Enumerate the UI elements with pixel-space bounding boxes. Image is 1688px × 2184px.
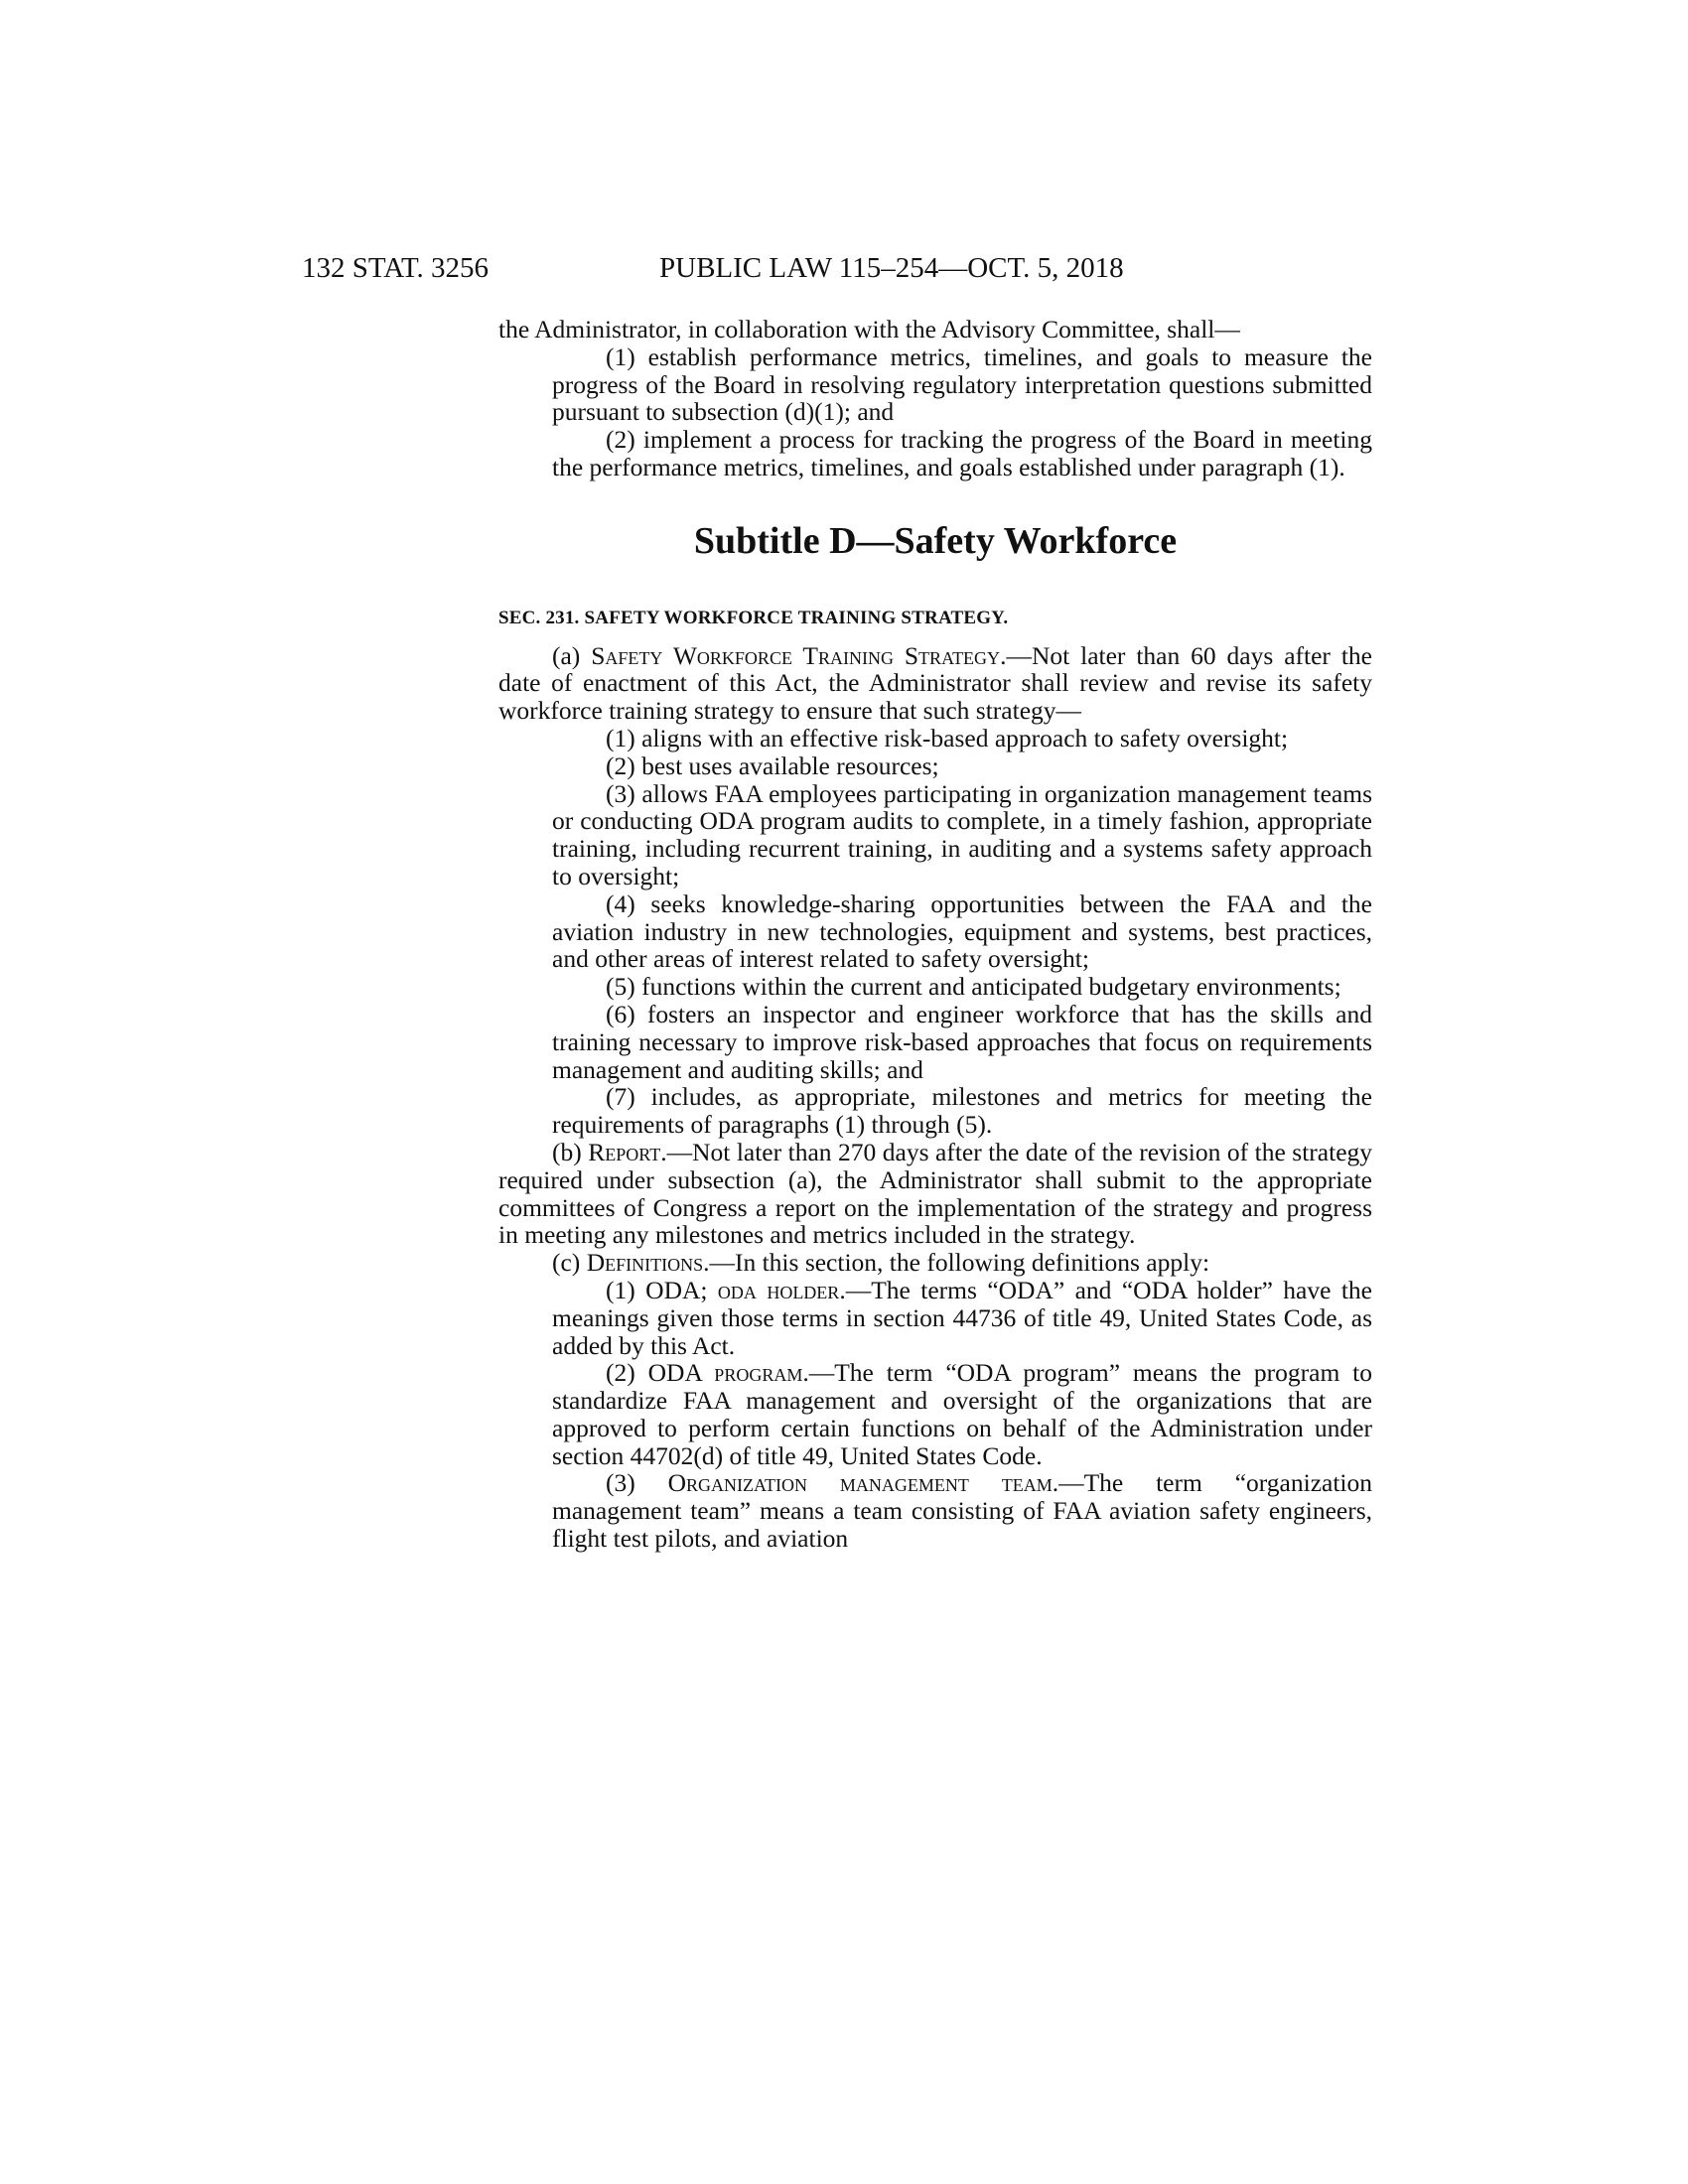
subsection-a-label: (a) (552, 640, 592, 670)
definition-2-label: (2) (606, 1358, 648, 1388)
subsection-a-item-6: (6) fosters an inspector and engineer workforce that has the skills and training necessary to improve risk-based approaches that focus on requirements management and auditing skills; and (552, 999, 1372, 1084)
intro-item-1: (1) establish performance metrics, timelines, and goals to measure the progress of the Board in resolving regulatory interpretation questions submitted pursuant to subsection (d)(1); and (552, 341, 1372, 427)
definition-3 (498, 1469, 1372, 1552)
definition-2 (498, 1359, 1372, 1469)
subtitle-heading: Subtitle D—Safety Workforce (693, 519, 1178, 562)
subsection-a-item-2: (2) best uses available resources; (606, 751, 939, 780)
subsection-a-item-5: (5) functions within the current and anticipated budgetary environments; (606, 972, 1341, 1002)
subsection-b (498, 1139, 1372, 1249)
public-law-citation: PUBLIC LAW 115–254—OCT. 5, 2018 (659, 252, 1124, 284)
definition-3-heading: Organization management team (667, 1468, 1053, 1498)
definition-3-label: (3) (606, 1468, 668, 1498)
stat-citation: 132 STAT. 3256 (302, 252, 490, 284)
subsection-a-item-3: (3) allows FAA employees participating in organization management teams or conducting ODA program audits to complete, in a timely fashion, appropriate training, including recurrent training, in auditing and a systems safety approach to oversight; (552, 778, 1372, 890)
definition-2-text: .—The term “ODA program” means the program to standardize FAA management and oversight of the organizations that are approved to perform certain functions on behalf of the Administration under section 44702(d) of title 49, United States Code. (552, 1358, 1372, 1470)
subsection-b-heading: Report (588, 1137, 661, 1166)
subsection-a-item-7: (7) includes, as appropriate, milestones and metrics for meeting the requirements of paragraphs (1) through (5). (552, 1082, 1372, 1140)
intro-paragraph: the Administrator, in collaboration with the Advisory Committee, shall— (498, 315, 1240, 343)
definition-2-heading: ODA program (647, 1358, 803, 1388)
running-head (302, 248, 1374, 288)
subsection-c-label: (c) (552, 1248, 587, 1278)
subsection-c-heading: Definitions (586, 1248, 704, 1278)
subsection-c-text: .—In this section, the following definitions apply: (703, 1248, 1210, 1278)
definition-1-label: (1) (606, 1275, 646, 1304)
subsection-a-heading: Safety Workforce Training Strategy (591, 640, 1001, 670)
subsection-a (498, 642, 1372, 725)
page-body (498, 316, 1372, 1553)
subsection-a-item-4: (4) seeks knowledge-sharing opportunities between the FAA and the aviation industry in new technologies, equipment and systems, best practices, and other areas of interest related to safety oversight; (552, 888, 1372, 974)
subsection-b-label: (b) (552, 1137, 589, 1166)
section-heading: SEC. 231. SAFETY WORKFORCE TRAINING STRATEGY. (498, 607, 1009, 628)
definition-1 (498, 1277, 1372, 1359)
subsection-b-text: .—Not later than 270 days after the date of the revision of the strategy required under subsection (a), the Administrator shall submit to the appropriate committees of Congress a report on the implementation of the strategy and progress in meeting any milestones and metrics included in the strategy. (498, 1137, 1373, 1250)
definition-3-text: .—The term “organization management team” means a team consisting of FAA aviation safety engineers, flight test pilots, and aviation (552, 1468, 1373, 1554)
subsection-a-text: .—Not later than 60 days after the date of enactment of this Act, the Administrator shall review and revise its safety workforce training strategy to ensure that such strategy— (498, 640, 1372, 726)
definition-1-heading: ODA; oda holder (645, 1275, 840, 1304)
definition-1-text: .—The terms “ODA” and “ODA holder” have the meanings given those terms in section 44736 of title 49, United States Code, as added by this Act. (552, 1275, 1373, 1360)
subsection-a-item-1: (1) aligns with an effective risk-based approach to safety oversight; (606, 723, 1289, 752)
intro-item-2: (2) implement a process for tracking the progress of the Board in meeting the performance metrics, timelines, and goals established under paragraph (1). (552, 425, 1372, 481)
subsection-c (498, 1249, 1372, 1277)
